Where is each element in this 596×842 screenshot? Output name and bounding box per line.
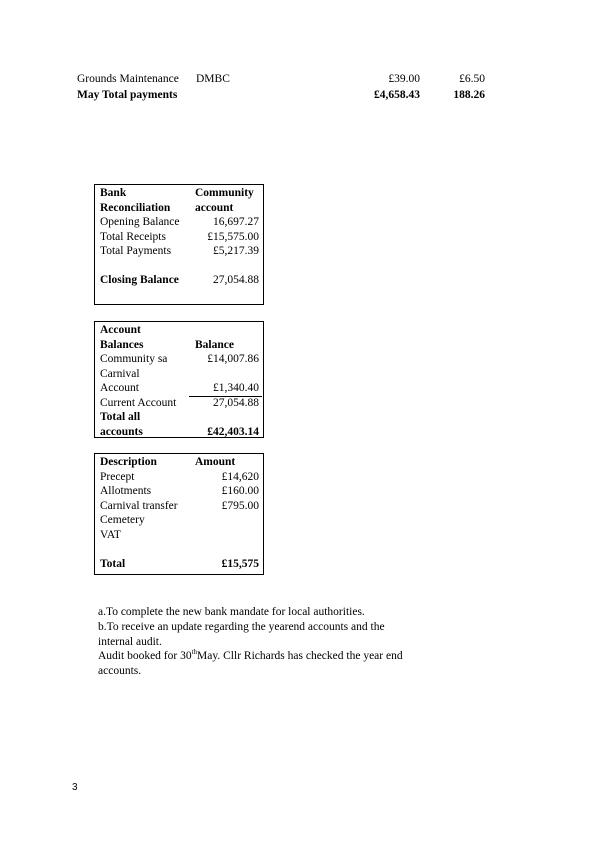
acct-header-2: Balances	[100, 338, 144, 351]
note-a-text: a.To complete the new bank mandate for local authorities.	[98, 606, 365, 618]
acct-header-3: Balance	[195, 338, 234, 351]
payment-amount: £39.00	[388, 73, 420, 85]
note-a	[98, 605, 432, 620]
audit-pre: Audit booked for 30	[98, 650, 192, 662]
audit-post: May. Cllr Richards has checked the year end	[197, 650, 403, 662]
row-label: Carnival	[100, 367, 140, 380]
total-label: Total	[100, 557, 126, 570]
table-row	[95, 230, 263, 245]
table-row	[95, 470, 263, 485]
bank-rec-header-2: Community	[195, 187, 254, 199]
audit-sup: th	[191, 648, 198, 656]
audit-note	[98, 649, 432, 678]
audit-note-line-1	[98, 649, 432, 664]
row-value: £5,217.39	[213, 245, 259, 257]
bank-rec-header-3: Reconciliation	[100, 201, 171, 214]
payment-vat: £6.50	[459, 73, 485, 85]
total-row	[95, 410, 263, 425]
table-row	[95, 528, 263, 543]
table-row	[95, 396, 263, 411]
table-row	[95, 215, 263, 230]
row-label: Community sa	[100, 353, 168, 365]
closing-balance-row	[95, 273, 263, 288]
page-number: 3	[72, 782, 78, 793]
row-value: £1,340.40	[213, 382, 259, 394]
note-b-line-1: b.To receive an update regarding the yearend accounts and the	[98, 621, 385, 633]
row-value: £15,575.00	[207, 230, 259, 243]
receipts-table	[94, 453, 264, 575]
row-label: Account	[100, 382, 139, 394]
payment-total-amount: £4,658.43	[374, 89, 420, 101]
row-value: £14,007.86	[207, 353, 259, 365]
bank-reconciliation-table	[94, 184, 264, 305]
row-value: 27,054.88	[213, 396, 259, 409]
total-row	[95, 425, 263, 440]
acct-header-1: Account	[100, 324, 141, 336]
receipts-header-amount: Amount	[195, 456, 236, 468]
total-value: £42,403.14	[207, 425, 259, 438]
table-row	[95, 367, 263, 382]
payment-payee: DMBC	[196, 73, 230, 85]
audit-note-line-2: accounts.	[98, 664, 142, 677]
note-b	[98, 620, 432, 649]
row-value: 16,697.27	[213, 216, 259, 228]
table-row	[95, 499, 263, 514]
receipts-header-description: Description	[100, 456, 157, 468]
table-row	[95, 484, 263, 499]
table-row	[95, 381, 263, 396]
table-row	[95, 244, 263, 259]
payment-total-vat: 188.26	[453, 89, 485, 101]
row-label: Precept	[100, 470, 135, 483]
total-label: accounts	[100, 425, 143, 438]
payment-row-grounds	[77, 72, 497, 87]
row-label: VAT	[100, 528, 121, 541]
row-value: £14,620	[221, 470, 259, 483]
row-label: Total Receipts	[100, 230, 166, 243]
row-label: Total Payments	[100, 245, 172, 257]
row-value: £160.00	[221, 485, 259, 497]
row-label: Cemetery	[100, 514, 145, 526]
table-row	[95, 513, 263, 528]
note-b-line-2: internal audit.	[98, 635, 162, 648]
row-value: £795.00	[221, 499, 259, 512]
payment-total-row	[77, 88, 497, 103]
bank-rec-header-4: account	[195, 201, 234, 214]
row-label: Opening Balance	[100, 216, 180, 228]
payment-total-label: May Total payments	[77, 89, 178, 101]
row-label: Current Account	[100, 396, 177, 409]
total-row	[95, 557, 263, 572]
payment-label: Grounds Maintenance	[77, 73, 179, 85]
table-row	[95, 352, 263, 367]
total-label: Total all	[100, 411, 141, 423]
row-label: Allotments	[100, 485, 152, 497]
total-value: £15,575	[221, 557, 259, 570]
closing-value: 27,054.88	[213, 274, 259, 286]
row-label: Carnival transfer	[100, 499, 178, 512]
closing-label: Closing Balance	[100, 274, 179, 286]
account-balances-table	[94, 321, 264, 438]
bank-rec-header-1: Bank	[100, 187, 127, 199]
